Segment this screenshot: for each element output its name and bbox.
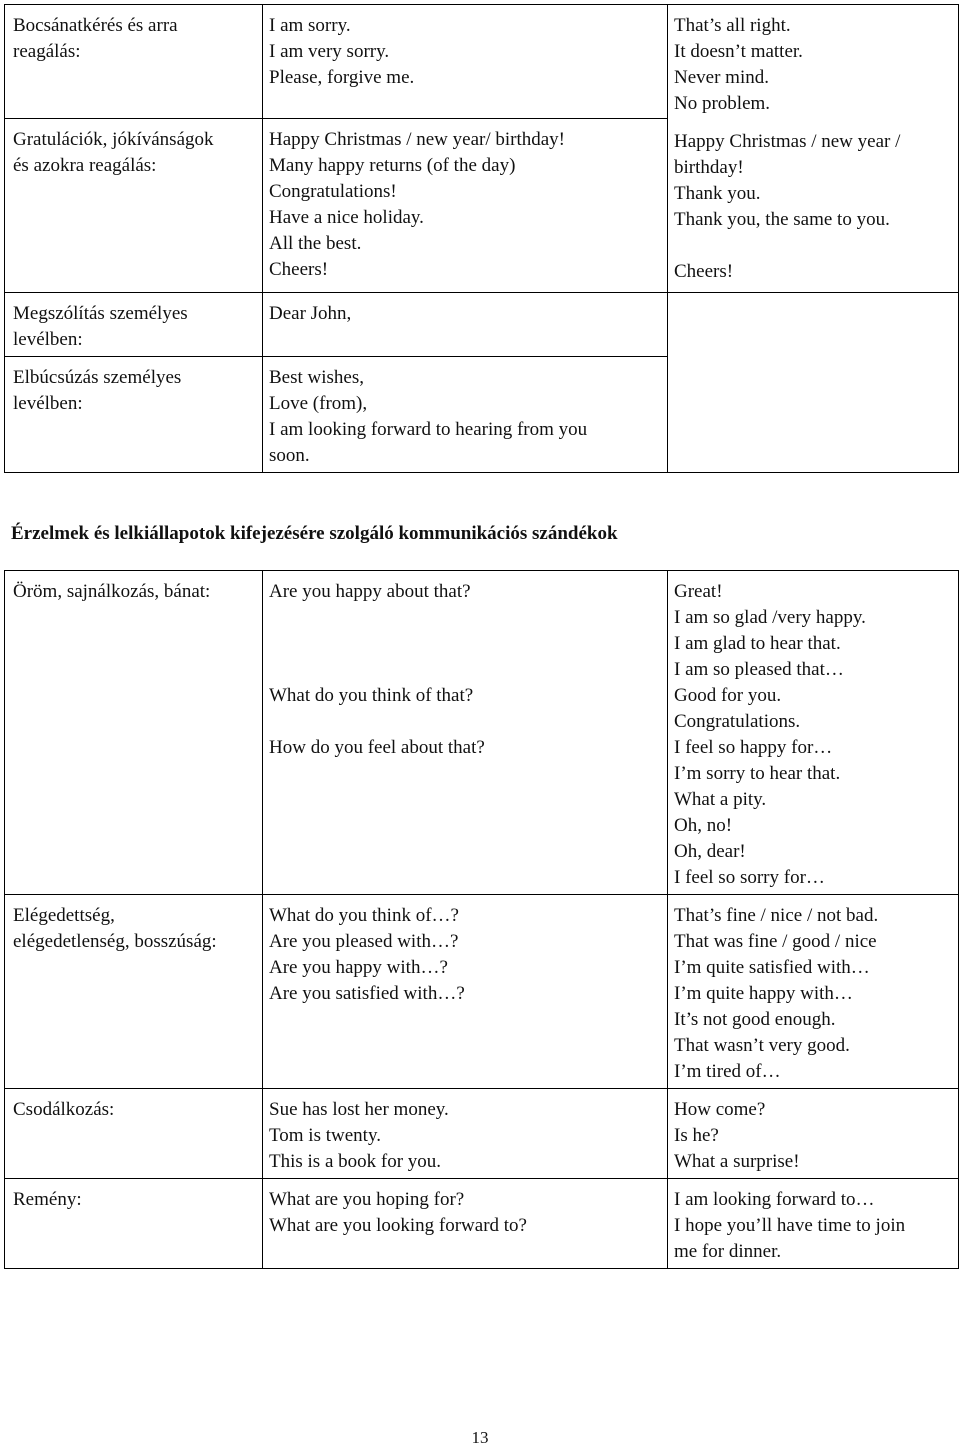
response-line: I am glad to hear that. xyxy=(674,633,841,654)
expression-line: Many happy returns (of the day) xyxy=(269,155,516,176)
response-line: That was fine / good / nice xyxy=(674,931,877,952)
expression-line: What do you think of that? xyxy=(269,685,474,706)
label-cell xyxy=(5,293,263,357)
expression-line: Are you satisfied with…? xyxy=(269,983,465,1004)
label-line: Megszólítás személyes xyxy=(13,303,188,324)
label-line: levélben: xyxy=(13,393,83,414)
label-line: elégedetlenség, bosszúság: xyxy=(13,931,217,952)
response-line: No problem. xyxy=(674,93,771,114)
response-line: That wasn’t very good. xyxy=(674,1035,850,1056)
expression-line: I am sorry. xyxy=(269,15,351,36)
expression-line xyxy=(269,657,661,683)
response-line: I’m quite satisfied with… xyxy=(674,957,870,978)
response-line: I’m quite happy with… xyxy=(674,983,853,1004)
response-line: I feel so happy for… xyxy=(674,737,833,758)
response-line: That’s fine / nice / not bad. xyxy=(674,905,879,926)
expression-line: Sue has lost her money. xyxy=(269,1099,449,1120)
label-cell xyxy=(5,357,263,473)
response-line: What a surprise! xyxy=(674,1151,800,1172)
table-row xyxy=(5,895,959,1089)
response-line: How come? xyxy=(674,1099,766,1120)
expression-line: Cheers! xyxy=(269,259,329,280)
label-line: Elégedettség, xyxy=(13,905,115,926)
response-line: I am so glad /very happy. xyxy=(674,607,866,628)
table-row xyxy=(5,571,959,895)
label-line: Csodálkozás: xyxy=(13,1099,115,1120)
expression-line: This is a book for you. xyxy=(269,1151,442,1172)
expression-line: Are you happy about that? xyxy=(269,581,471,602)
label-cell xyxy=(5,895,263,1089)
label-cell xyxy=(5,1089,263,1179)
response-line: Is he? xyxy=(674,1125,719,1146)
response-line: birthday! xyxy=(674,157,744,178)
expression-line: What are you looking forward to? xyxy=(269,1215,527,1236)
table-row xyxy=(5,5,959,119)
section-heading: Érzelmek és lelkiállapotok kifejezésére szolgáló kommunikációs szándékok xyxy=(11,523,618,544)
response-line: Thank you, the same to you. xyxy=(674,209,890,230)
response-line: Cheers! xyxy=(674,261,734,282)
table-row xyxy=(5,1089,959,1179)
response-line: I’m tired of… xyxy=(674,1061,781,1082)
expression-line: What do you think of…? xyxy=(269,905,459,926)
expressions-cell xyxy=(263,1179,668,1269)
expressions-cell xyxy=(263,5,668,119)
response-line: It’s not good enough. xyxy=(674,1009,836,1030)
response-line xyxy=(674,233,952,259)
response-line: Oh, dear! xyxy=(674,841,746,862)
response-line: I feel so sorry for… xyxy=(674,867,825,888)
expressions-cell xyxy=(263,1089,668,1179)
table-row xyxy=(5,293,959,357)
label-line: Elbúcsúzás személyes xyxy=(13,367,182,388)
expression-line: I am looking forward to hearing from you xyxy=(269,419,588,440)
expression-line: Happy Christmas / new year/ birthday! xyxy=(269,129,566,150)
response-line: Happy Christmas / new year / xyxy=(674,131,901,152)
response-line: Oh, no! xyxy=(674,815,733,836)
expression-line xyxy=(269,709,661,735)
responses-cell xyxy=(668,571,959,895)
responses-cell xyxy=(668,5,959,293)
response-line: It doesn’t matter. xyxy=(674,41,803,62)
expressions-cell xyxy=(263,571,668,895)
label-line: reagálás: xyxy=(13,41,81,62)
expression-line: I am very sorry. xyxy=(269,41,390,62)
greetings-table xyxy=(4,4,959,473)
expressions-cell xyxy=(263,895,668,1089)
response-line: Thank you. xyxy=(674,183,761,204)
label-line: Remény: xyxy=(13,1189,82,1210)
expression-line: Tom is twenty. xyxy=(269,1125,381,1146)
response-line: Great! xyxy=(674,581,723,602)
label-line: levélben: xyxy=(13,329,83,350)
expression-line: Congratulations! xyxy=(269,181,397,202)
expression-line xyxy=(269,631,661,657)
expression-line: What are you hoping for? xyxy=(269,1189,465,1210)
expression-line xyxy=(269,605,661,631)
expression-line: How do you feel about that? xyxy=(269,737,485,758)
label-line: Gratulációk, jókívánságok xyxy=(13,129,214,150)
expression-line: Best wishes, xyxy=(269,367,364,388)
response-line: Congratulations. xyxy=(674,711,801,732)
response-line: I am so pleased that… xyxy=(674,659,844,680)
expression-line: soon. xyxy=(269,445,310,466)
table-row xyxy=(5,1179,959,1269)
expressions-cell xyxy=(263,357,668,473)
response-line: I hope you’ll have time to join xyxy=(674,1215,906,1236)
expression-line: Are you happy with…? xyxy=(269,957,448,978)
expressions-cell xyxy=(263,119,668,293)
label-cell xyxy=(5,571,263,895)
expression-line: Are you pleased with…? xyxy=(269,931,459,952)
responses-cell xyxy=(668,895,959,1089)
label-line: Öröm, sajnálkozás, bánat: xyxy=(13,581,211,602)
responses-cell xyxy=(668,1089,959,1179)
emotions-table xyxy=(4,570,959,1269)
expression-line: All the best. xyxy=(269,233,362,254)
expression-line: Please, forgive me. xyxy=(269,67,415,88)
expression-line: Have a nice holiday. xyxy=(269,207,424,228)
response-line: Good for you. xyxy=(674,685,782,706)
responses-cell xyxy=(668,293,959,473)
label-cell xyxy=(5,119,263,293)
response-line: That’s all right. xyxy=(674,15,791,36)
expression-line: Dear John, xyxy=(269,303,352,324)
label-line: és azokra reagálás: xyxy=(13,155,157,176)
response-line: What a pity. xyxy=(674,789,767,810)
responses-cell xyxy=(668,1179,959,1269)
label-cell xyxy=(5,1179,263,1269)
response-line: I’m sorry to hear that. xyxy=(674,763,841,784)
response-line: me for dinner. xyxy=(674,1241,782,1262)
expressions-cell xyxy=(263,293,668,357)
response-line: I am looking forward to… xyxy=(674,1189,875,1210)
label-cell xyxy=(5,5,263,119)
response-line: Never mind. xyxy=(674,67,769,88)
page-number: 13 xyxy=(471,1428,489,1447)
label-line: Bocsánatkérés és arra xyxy=(13,15,178,36)
expression-line: Love (from), xyxy=(269,393,368,414)
